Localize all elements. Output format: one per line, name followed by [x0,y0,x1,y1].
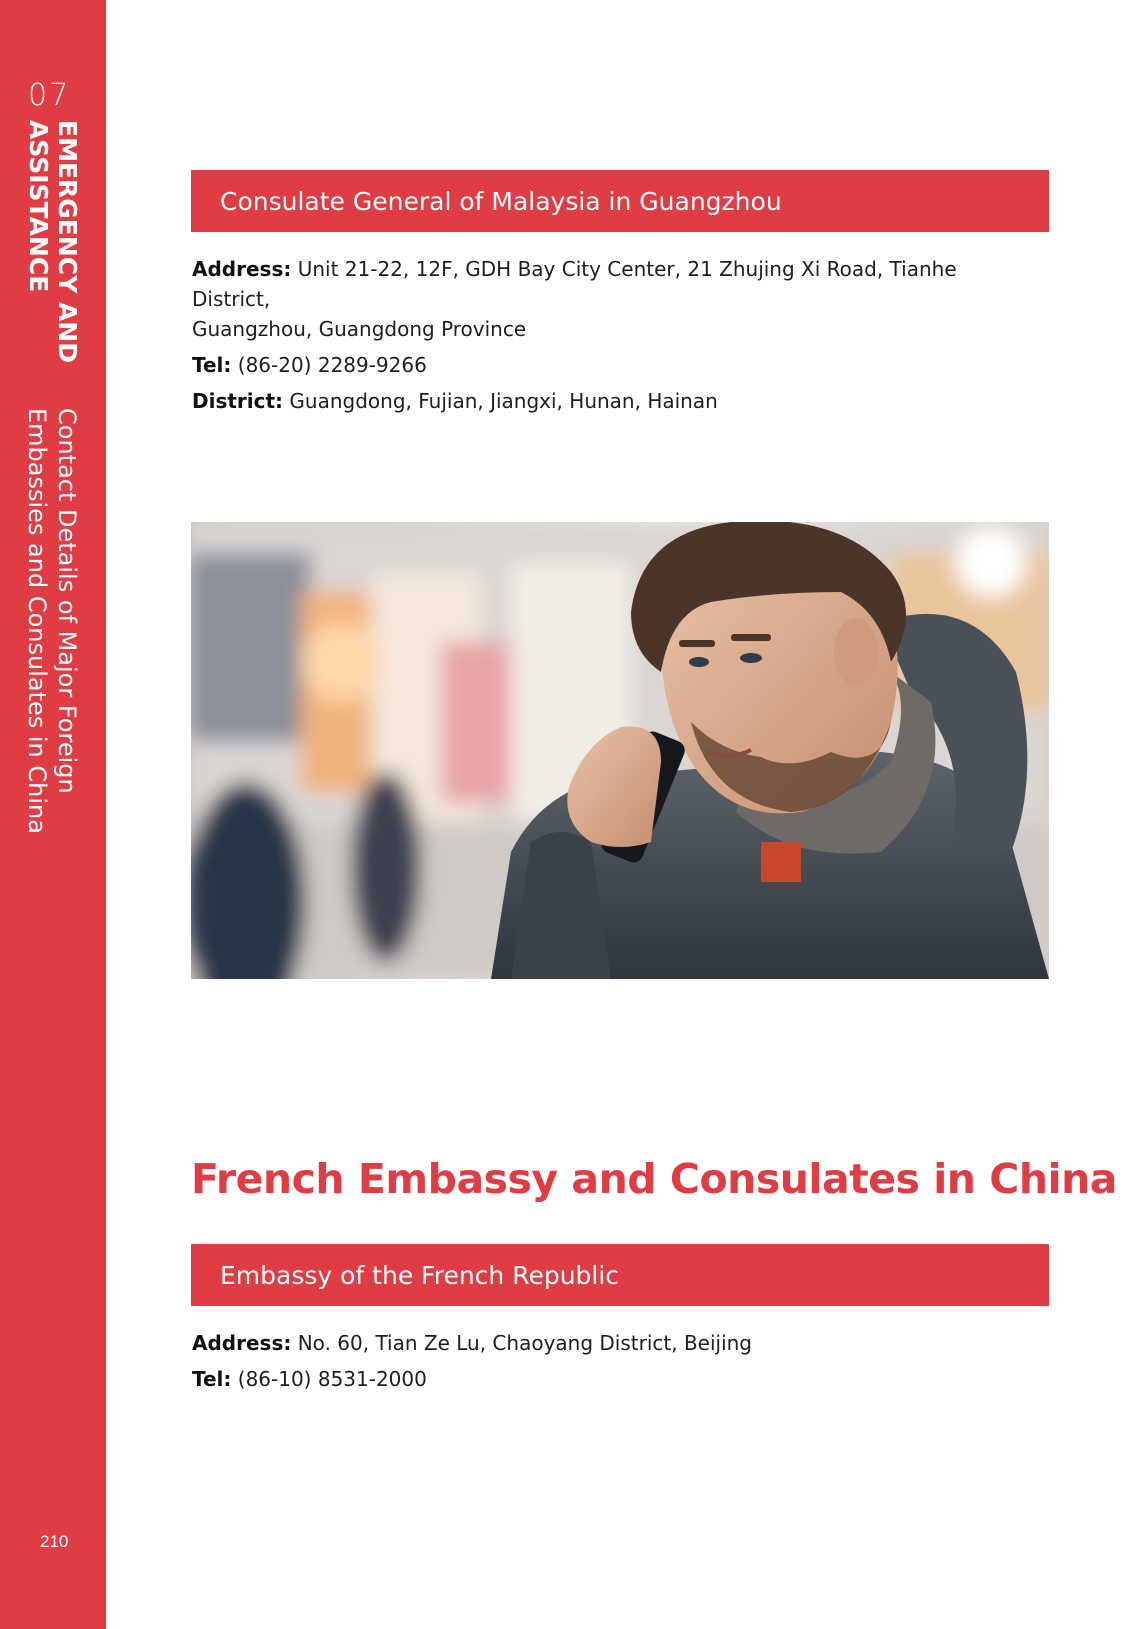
chapter-number: 07 [28,78,71,113]
tel-row [192,1364,1012,1394]
malaysia-consulate-header [191,170,1049,232]
address-value: Unit 21-22, 12F, GDH Bay City Center, 21 Zhujing Xi Road, Tianhe District, [192,257,957,311]
chapter-sidebar [0,0,106,1629]
district-label: District: [192,389,284,413]
chapter-title-line-2: ASSISTANCE [24,120,53,293]
tel-row [192,350,1012,380]
tel-value: (86-20) 2289-9266 [237,353,427,377]
chapter-title [24,120,82,363]
french-embassy-name: Embassy of the French Republic [220,1260,620,1290]
address-value: No. 60, Tian Ze Lu, Chaoyang District, Beijing [297,1331,753,1355]
page-number: 210 [40,1532,69,1551]
french-section-heading: French Embassy and Consulates in China [191,1155,1117,1203]
tel-label: Tel: [192,1367,232,1391]
chapter-title-line-1: EMERGENCY AND [53,120,82,363]
address-row [192,254,1012,344]
section-title-line-2: Embassies and Consulates in China [23,408,51,834]
address-label: Address: [192,1331,292,1355]
malaysia-consulate-details [192,254,1012,422]
address-value-line-2: Guangzhou, Guangdong Province [192,317,527,341]
man-on-phone-photo [191,522,1049,979]
section-title-line-1: Contact Details of Major Foreign [53,408,81,794]
district-row [192,386,1012,416]
french-embassy-header [191,1244,1049,1306]
tel-label: Tel: [192,353,232,377]
malaysia-consulate-name: Consulate General of Malaysia in Guangzhou [220,186,782,216]
address-label: Address: [192,257,292,281]
tel-value: (86-10) 8531-2000 [237,1367,427,1391]
section-title [22,408,82,834]
district-value: Guangdong, Fujian, Jiangxi, Hunan, Hainan [289,389,718,413]
french-embassy-details [192,1328,1012,1400]
photo-illustration [191,522,1049,979]
address-row [192,1328,1012,1358]
